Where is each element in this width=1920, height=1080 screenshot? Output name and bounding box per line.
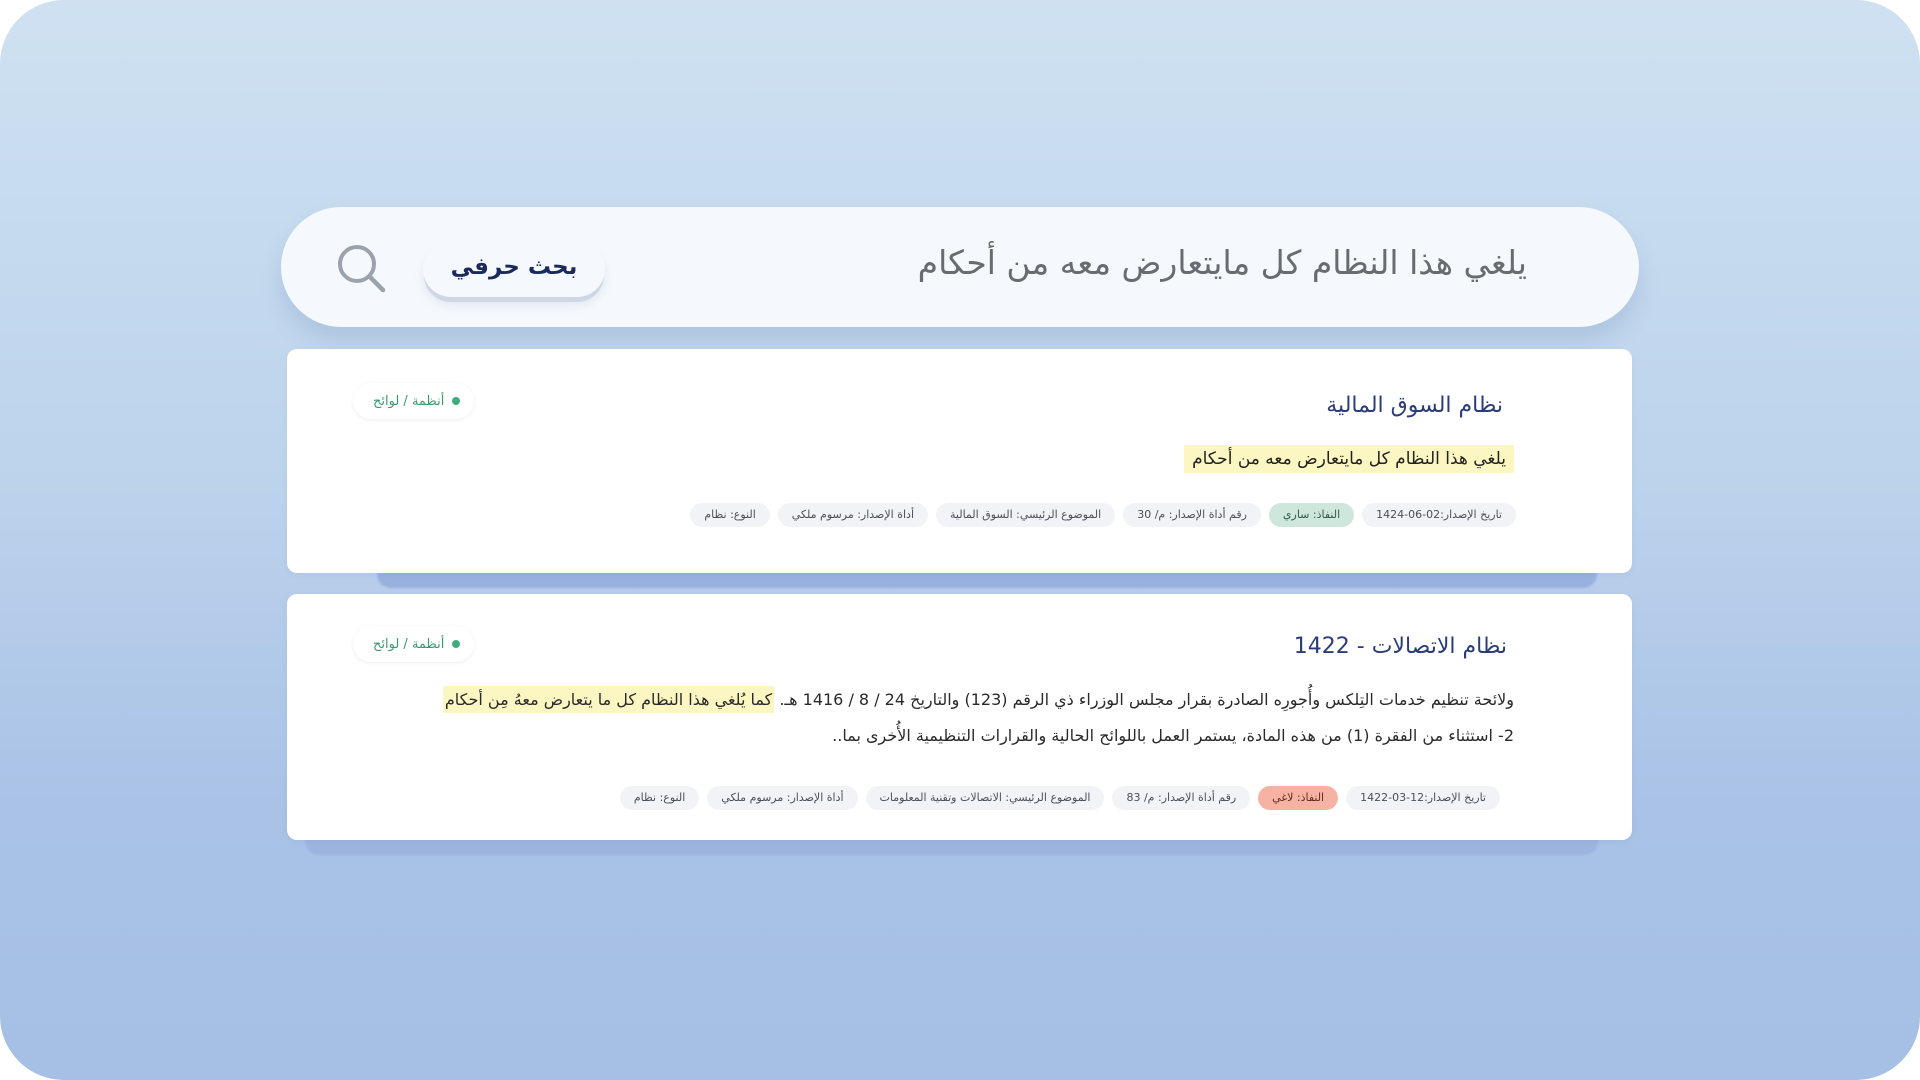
dot-icon [452,640,460,648]
snippet-text: ولائحة تنظيم خدمات التِلكس وأُجورِه الصادرة بقرار مجلس الوزراء ذي الرقم (123) والتاريخ 24 / 8 / 1416 هـ. [774,690,1514,709]
snippet-highlight: كما يُلغي هذا النظام كل ما يتعارض معهُ مِن أحكام [443,686,774,713]
category-tag[interactable] [353,626,474,662]
meta-row [690,503,1516,527]
search-bar [281,207,1639,327]
meta-instrument-chip[interactable]: أداة الإصدار: مرسوم ملكي [778,503,928,527]
category-label: أنظمة / لوائح [373,636,445,652]
status-badge[interactable]: النفاذ: ساري [1269,503,1354,527]
literal-search-button[interactable]: بحث حرفي [423,241,605,297]
status-badge[interactable]: النفاذ: لاغي [1258,786,1338,810]
meta-number-chip[interactable]: رقم أداة الإصدار: م/ 83 [1112,786,1250,810]
meta-row [620,786,1500,810]
category-label: أنظمة / لوائح [373,393,445,409]
meta-type-chip[interactable]: النوع: نظام [620,786,699,810]
meta-number-chip[interactable]: رقم أداة الإصدار: م/ 30 [1123,503,1261,527]
snippet-highlight: يلغي هذا النظام كل مايتعارض معه من أحكام [1184,445,1514,473]
meta-date-chip[interactable]: تاريخ الإصدار:02-06-1424 [1362,503,1516,527]
search-icon[interactable] [335,242,387,294]
result-title[interactable]: نظام السوق المالية [1326,393,1503,418]
result-card[interactable] [287,349,1632,573]
meta-type-chip[interactable]: النوع: نظام [690,503,769,527]
snippet-line-1 [443,690,1514,709]
meta-subject-chip[interactable]: الموضوع الرئيسي: الاتصالات وتقنية المعلومات [866,786,1105,810]
dot-icon [452,397,460,405]
snippet-line-2: 2- استثناء من الفقرة (1) من هذه المادة، يستمر العمل باللوائح الحالية والقرارات التنظيمية الأُخرى بما.. [832,726,1514,745]
result-card[interactable] [287,594,1632,840]
meta-subject-chip[interactable]: الموضوع الرئيسي: السوق المالية [936,503,1115,527]
meta-instrument-chip[interactable]: أداة الإصدار: مرسوم ملكي [707,786,857,810]
meta-date-chip[interactable]: تاريخ الإصدار:12-03-1422 [1346,786,1500,810]
result-title[interactable]: نظام الاتصالات - 1422 [1293,634,1507,659]
category-tag[interactable] [353,383,474,419]
search-input[interactable]: يلغي هذا النظام كل مايتعارض معه من أحكام [917,243,1527,282]
